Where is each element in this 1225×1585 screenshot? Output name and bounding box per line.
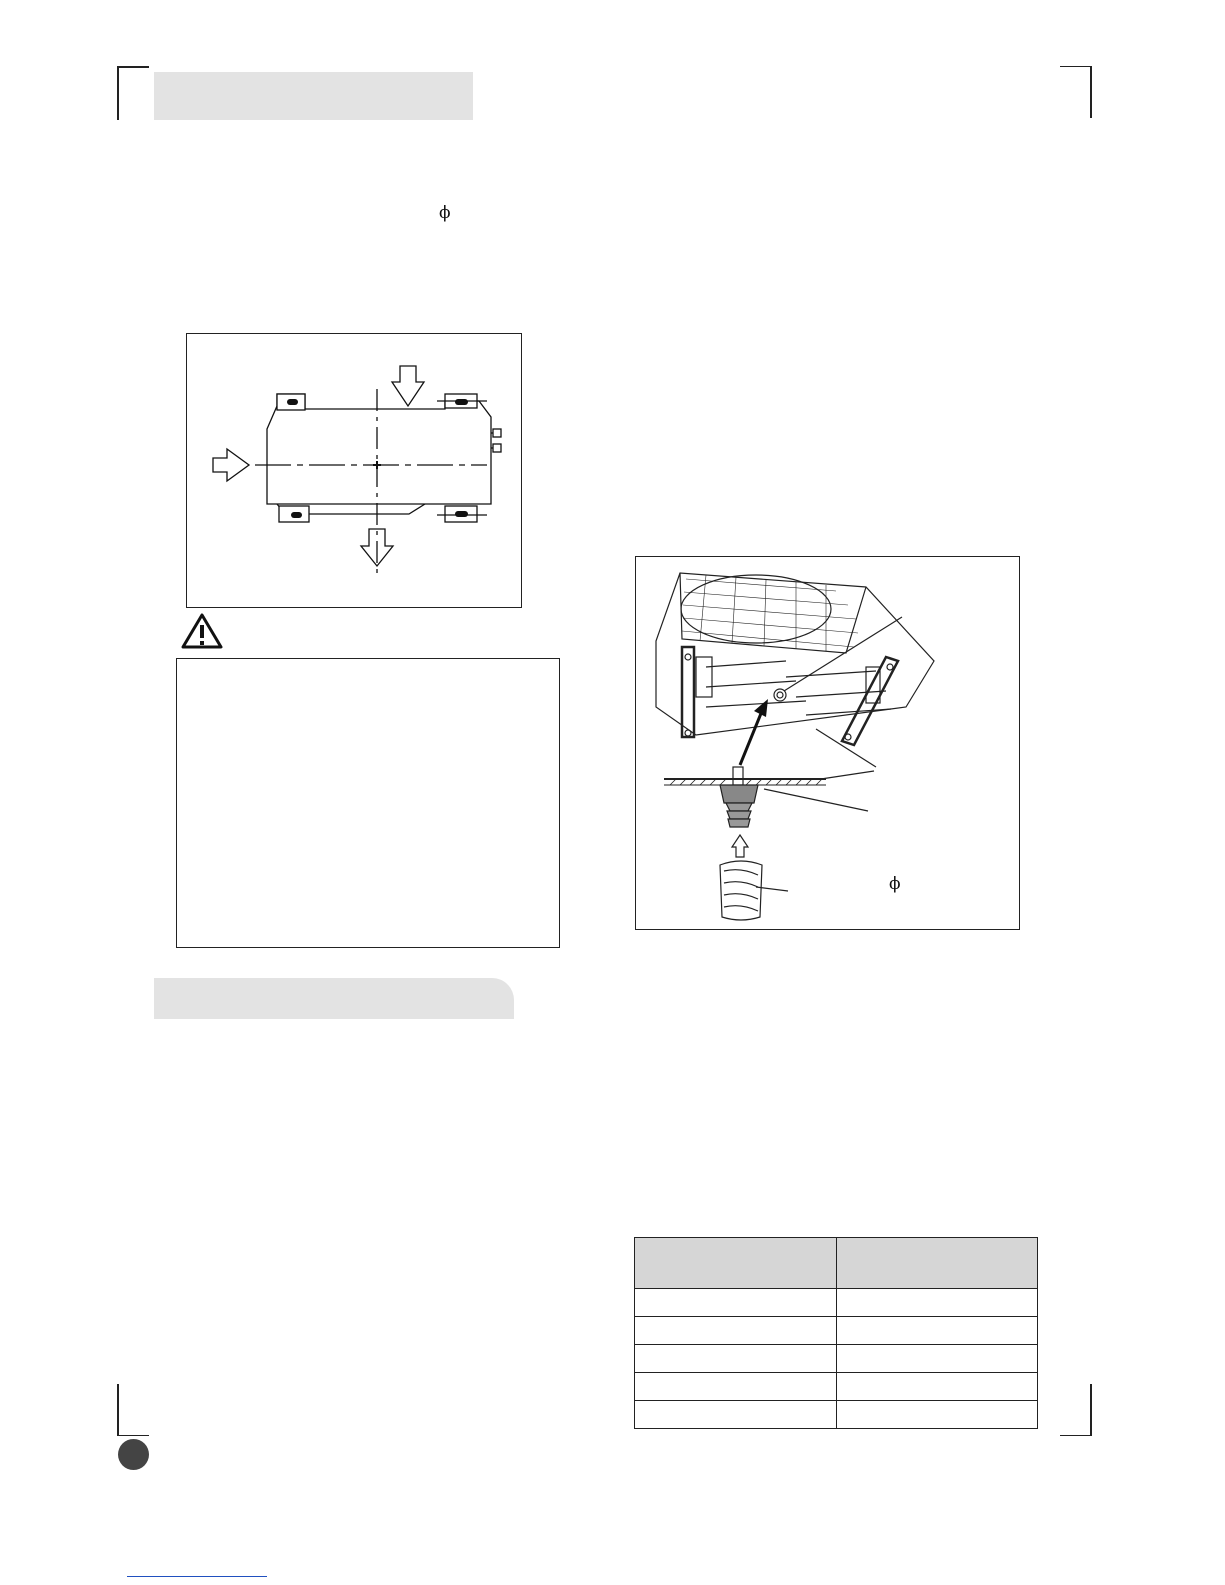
warning-box xyxy=(176,658,560,948)
table-cell xyxy=(837,1317,1038,1345)
table-cell xyxy=(635,1401,837,1429)
table-header-row xyxy=(635,1238,1038,1289)
crop-mark-bottom-left-v xyxy=(117,1384,119,1436)
crop-mark-top-left-h xyxy=(117,66,149,68)
table-row xyxy=(635,1345,1038,1373)
table-row xyxy=(635,1289,1038,1317)
table-header-cell xyxy=(635,1238,837,1289)
crop-mark-top-right-h xyxy=(1060,66,1092,67)
table-cell xyxy=(837,1345,1038,1373)
outdoor-unit-top-view-diagram xyxy=(187,334,523,609)
phi-symbol-figure: ϕ xyxy=(889,874,901,894)
spec-table xyxy=(634,1237,1038,1429)
table-cell xyxy=(837,1289,1038,1317)
table-cell xyxy=(837,1401,1038,1429)
drain-joint-installation-diagram xyxy=(636,557,1021,931)
drain-joint-frame xyxy=(635,556,1020,930)
table-row xyxy=(635,1373,1038,1401)
table-row xyxy=(635,1317,1038,1345)
outdoor-unit-plan-frame xyxy=(186,333,522,608)
crop-mark-bottom-right-v xyxy=(1090,1384,1092,1436)
table-header-cell xyxy=(837,1238,1038,1289)
warning-triangle-icon xyxy=(180,612,224,650)
table-cell xyxy=(635,1317,837,1345)
table-cell xyxy=(837,1373,1038,1401)
table-cell xyxy=(635,1289,837,1317)
table-row xyxy=(635,1401,1038,1429)
crop-mark-bottom-left-h xyxy=(117,1435,149,1436)
phi-symbol-top: ϕ xyxy=(439,203,451,223)
page-number-dot xyxy=(118,1439,149,1470)
table-cell xyxy=(635,1345,837,1373)
footer-link-underline[interactable] xyxy=(127,1576,267,1577)
crop-mark-top-right-v xyxy=(1090,66,1092,118)
section-header-band-top xyxy=(154,72,473,120)
section-header-band-middle xyxy=(154,978,514,1019)
crop-mark-top-left-v xyxy=(117,66,119,120)
table-cell xyxy=(635,1373,837,1401)
crop-mark-bottom-right-h xyxy=(1060,1435,1092,1436)
